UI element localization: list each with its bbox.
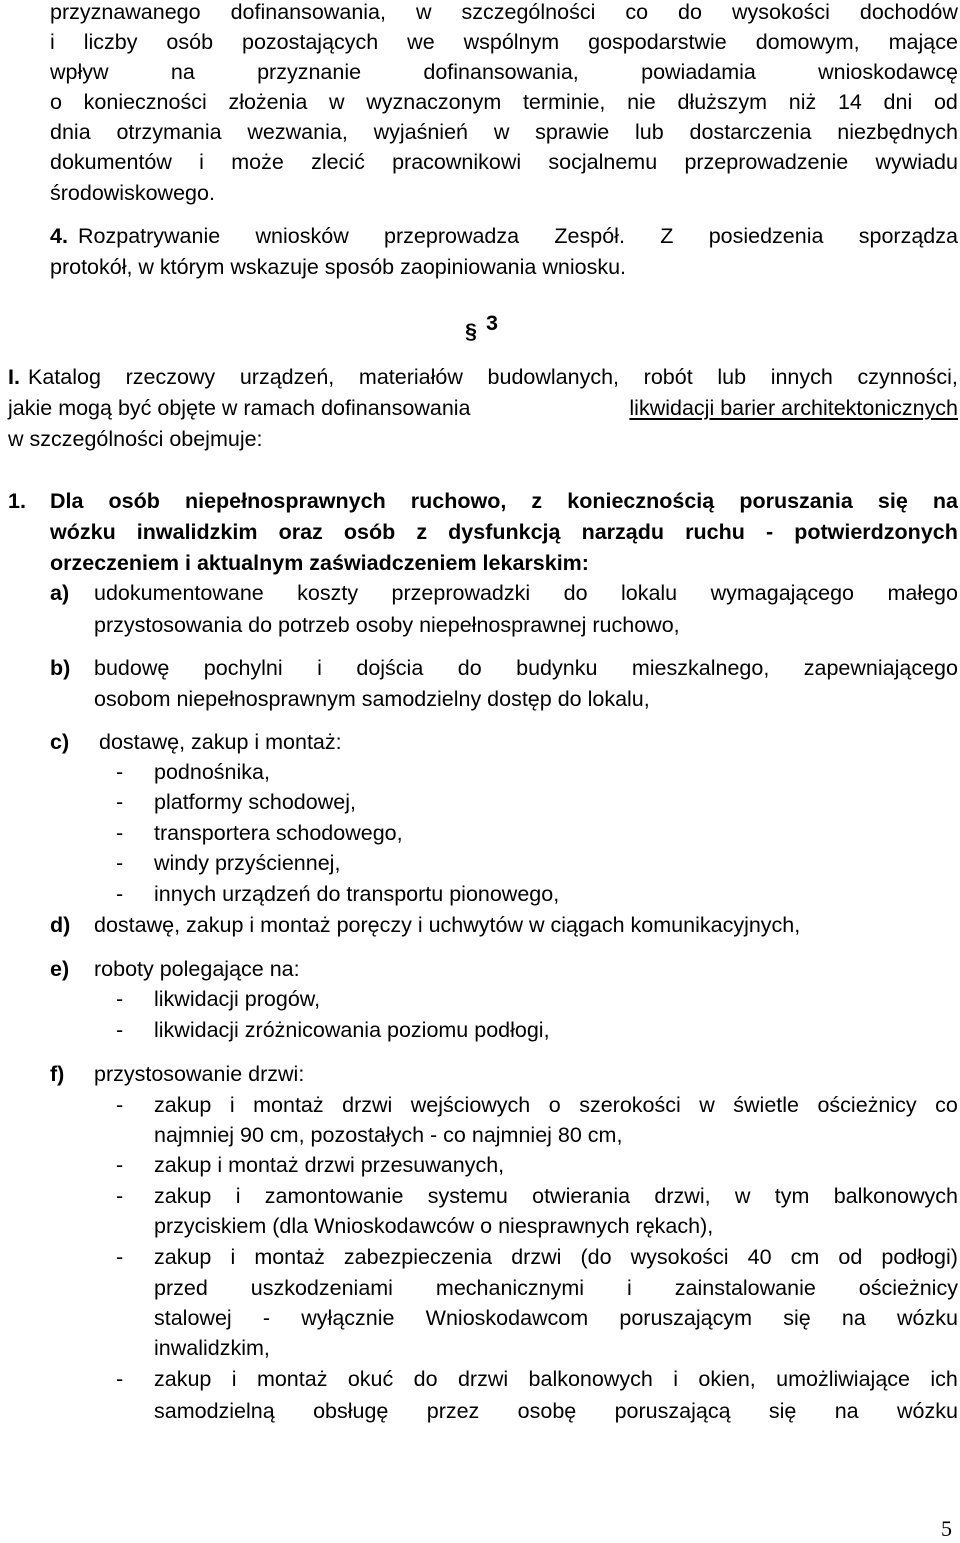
word: tym [774,1184,810,1208]
word: do [413,1367,438,1391]
word: przeprowadzki [391,581,531,605]
item-1-line [50,488,958,514]
dash: - [116,790,124,814]
word: (do [580,1245,612,1269]
point-4-line: protokół, w którym wskazuje sposób zaopiniowania wniosku. [50,255,626,279]
word: na [170,60,195,84]
intro-line [50,29,958,55]
word: co [935,1093,958,1117]
word: budowlanych, [487,365,620,389]
word: Z [660,224,674,248]
list-item-cont [154,1398,958,1424]
word: inwalidzkim [136,520,258,544]
dash: - [116,1093,124,1117]
paragraph-label: I. [8,365,20,389]
subitem-line [94,655,958,681]
word: nie [627,90,656,114]
word: dojścia [356,656,424,680]
word: dni [883,90,913,114]
dash: - [116,1153,124,1177]
word: i [230,1245,236,1269]
intro-line [50,89,958,115]
word: - [262,1306,271,1330]
word: wyjaśnień [373,120,469,144]
word: Zespół. [554,224,625,248]
word: ościeżnicy [858,1276,958,1300]
item-1-line: orzeczeniem i aktualnym zaświadczeniem lekarskim: [50,551,589,575]
word: i [199,150,204,174]
word: się [768,1399,797,1423]
dash: - [116,760,124,784]
list-item: platformy schodowej, [154,790,356,814]
word: montaż [253,1093,324,1117]
word: do [563,581,588,605]
list-item: transportera schodowego, [154,821,403,845]
subitem-line: przystosowanie drzwi: [94,1062,305,1086]
word: na [841,1306,866,1330]
word: o [50,90,62,114]
word: drzwi [511,1245,562,1269]
word: w [329,90,345,114]
word: Wnioskodawcom [425,1306,589,1330]
word: zakup [154,1367,212,1391]
word: i [235,1184,241,1208]
subitem-label: c) [50,730,70,754]
word: niezbędnych [837,120,958,144]
word: w [734,1184,751,1208]
word: domowym, [755,30,860,54]
word: od [838,1245,863,1269]
word: niż [788,90,817,114]
word: lub [717,365,747,389]
word: czynności, [857,365,958,389]
word: dofinansowania, [230,0,386,24]
word: wejściowych [410,1093,531,1117]
word: przed [154,1276,208,1300]
dash: - [116,851,124,875]
word: sprawie [535,120,610,144]
list-item-cont [154,1275,958,1301]
word: balkonowych [528,1367,653,1391]
section-number: 3 [486,311,498,335]
word: robót [643,365,693,389]
dash: - [116,821,124,845]
word: zakup [154,1184,212,1208]
word: wózku [897,1306,958,1330]
word: złożenia [228,90,308,114]
word: powiadamia [641,60,756,84]
section-symbol: § [465,319,477,343]
paragraph-I-line: w szczególności obejmuje: [8,427,263,451]
subitem-label: e) [50,957,70,981]
word: z [531,489,543,513]
word: dokumentów [50,150,172,174]
word: zlecić [311,150,365,174]
word: dofinansowania, [423,60,579,84]
word: w [415,0,432,24]
word: koniecznością [567,489,715,513]
word: otwierania [532,1184,631,1208]
word: mające [888,30,958,54]
dash: - [116,1245,124,1269]
list-item: podnośnika, [154,760,270,784]
word: stalowej [154,1306,232,1330]
word: Rozpatrywanie [78,224,221,248]
word: zakup [154,1245,212,1269]
word: poruszającą [614,1399,731,1423]
word: się [783,1306,811,1330]
intro-line-last: środowiskowego. [50,181,215,205]
word: ościeżnicy [817,1093,917,1117]
list-item-cont: przyciskiem (dla Wnioskodawców o niesprawnych rękach), [154,1214,714,1238]
intro-line [50,0,958,25]
list-item [154,1092,958,1118]
word: dysfunkcją [448,520,561,544]
word: małego [887,581,958,605]
word: drzwi [342,1093,393,1117]
word: osób [343,520,396,544]
word: dłuższym [677,90,768,114]
page-number: 5 [941,1516,952,1541]
word: do [457,656,482,680]
list-item: likwidacji progów, [154,987,321,1011]
subitem-line: przystosowania do potrzeb osoby niepełnosprawnej ruchowo, [94,613,680,637]
word: cm [790,1245,820,1269]
subitem-label: a) [50,581,70,605]
word: oraz [278,520,323,544]
word: przeprowadzenie [684,150,849,174]
word: mieszkalnego, [631,656,770,680]
point-4-line [78,223,958,249]
list-item: likwidacji zróżnicowania poziomu podłogi, [154,1018,550,1042]
word: mechanicznymi [435,1276,585,1300]
word: sporządza [858,224,958,248]
word: wspólnym [463,30,560,54]
list-item: windy przyściennej, [154,851,341,875]
word: montaż [254,1245,325,1269]
word: drzwi [457,1367,509,1391]
item-number: 1. [8,489,26,513]
word: otrzymania [116,120,222,144]
word: osobę [517,1399,577,1423]
subitem-label: f) [50,1062,65,1086]
word: i [673,1367,678,1391]
list-item-cont: inwalidzkim, [154,1336,270,1360]
word: wózku [50,520,116,544]
word: szerokości [579,1093,681,1117]
word: i [229,1093,235,1117]
word: zainstalowanie [674,1276,816,1300]
word: Dla [50,489,84,513]
intro-line [50,149,958,175]
word: wywiadu [875,150,958,174]
intro-line [50,119,958,145]
list-item-cont [154,1305,958,1331]
word: do [678,0,702,24]
word: wezwania, [247,120,348,144]
word: okuć [347,1367,394,1391]
word: wyłącznie [301,1306,395,1330]
list-item: zakup i montaż drzwi przesuwanych, [154,1153,505,1177]
word: zakup [154,1093,212,1117]
subitem-label: b) [50,656,71,680]
dash: - [116,1018,124,1042]
intro-line [50,59,958,85]
point-number: 4. [50,224,68,248]
word: pochylni [203,656,283,680]
paragraph-I-line [28,364,958,390]
word: przeprowadza [384,224,520,248]
list-item [154,1183,958,1209]
word: gospodarstwie [588,30,727,54]
dash: - [116,1367,124,1391]
word: socjalnemu [548,150,658,174]
word: z [416,520,428,544]
word: poruszającym [619,1306,753,1330]
word: w [493,120,510,144]
word: lokalu [620,581,678,605]
word: może [231,150,284,174]
dash: - [116,987,124,1011]
word: zamontowanie [264,1184,404,1208]
word: podłogi) [881,1245,958,1269]
word: pozostających [241,30,379,54]
word: materiałów [358,365,463,389]
word: i [231,1367,237,1391]
word: przyznawanego [50,0,201,24]
word: narządu [581,520,665,544]
word: wysokości [630,1245,729,1269]
word: - [765,520,774,544]
word: szczególności [461,0,596,24]
word: się [877,489,908,513]
word: pracownikowi [392,150,522,174]
word: obsługę [313,1399,389,1423]
word: montaż [256,1367,328,1391]
word: niepełnosprawnych [184,489,386,513]
word: i [317,656,322,680]
word: o [548,1093,561,1117]
word: wniosków [255,224,349,248]
word: ruchowo, [410,489,507,513]
word: konieczności [83,90,207,114]
list-item-cont: najmniej 90 cm, pozostałych - co najmniej 80 cm, [154,1123,623,1147]
list-item [154,1244,958,1270]
word: 14 [837,90,862,114]
word: w [699,1093,715,1117]
word: na [834,1399,859,1423]
word: na [932,489,958,513]
word: od [933,90,958,114]
word: osób [108,489,160,513]
word: i [50,30,55,54]
subitem-label: d) [50,913,71,937]
word: wyznaczonym [366,90,502,114]
subitem-line: roboty polegające na: [94,957,300,981]
word: osób [166,30,214,54]
word: zabezpieczenia [343,1245,493,1269]
word: co [625,0,649,24]
subitem-line: dostawę, zakup i montaż: [99,730,342,754]
word: urządzeń, [239,365,335,389]
word: dostarczenia [689,120,812,144]
subitem-line [94,580,958,606]
paragraph-I-text: jakie mogą być objęte w ramach dofinansowania [8,396,471,420]
word: ich [930,1367,958,1391]
list-item [154,1366,958,1392]
word: rzeczowy [125,365,216,389]
word: przyznanie [257,60,362,84]
word: wpływ [50,60,109,84]
paragraph-I-line [8,395,958,421]
word: innych [770,365,833,389]
word: wnioskodawcę [818,60,958,84]
word: samodzielną [154,1399,275,1423]
word: balkonowych [833,1184,958,1208]
word: budynku [516,656,598,680]
word: terminie, [522,90,606,114]
dash: - [116,1184,124,1208]
word: we [407,30,435,54]
underlined-phrase: likwidacji barier architektonicznych [629,396,958,420]
word: koszty [297,581,359,605]
word: okien, [698,1367,756,1391]
word: lub [635,120,664,144]
word: wysokości [731,0,830,24]
word: ruchu [685,520,745,544]
word: dnia [50,120,91,144]
subitem-line: osobom niepełnosprawnym samodzielny dostęp do lokalu, [94,687,650,711]
word: wózku [896,1399,958,1423]
subitem-line: dostawę, zakup i montaż poręczy i uchwytów w ciągach komunikacyjnych, [94,913,801,937]
list-item: innych urządzeń do transportu pionowego, [154,882,560,906]
word: przez [426,1399,480,1423]
word: zapewniającego [803,656,958,680]
word: liczby [83,30,138,54]
word: wymagającego [710,581,855,605]
word: drzwi, [654,1184,711,1208]
word: 40 [747,1245,772,1269]
word: udokumentowane [94,581,264,605]
word: systemu [427,1184,508,1208]
word: uszkodzeniami [250,1276,393,1300]
word: poruszania [739,489,853,513]
word: posiedzenia [708,224,824,248]
word: dochodów [859,0,958,24]
dash: - [116,882,124,906]
word: Katalog [28,365,101,389]
word: budowę [94,656,170,680]
word: i [627,1276,632,1300]
item-1-line [50,519,958,545]
word: świetle [733,1093,799,1117]
word: umożliwiające [776,1367,910,1391]
word: potwierdzonych [794,520,958,544]
